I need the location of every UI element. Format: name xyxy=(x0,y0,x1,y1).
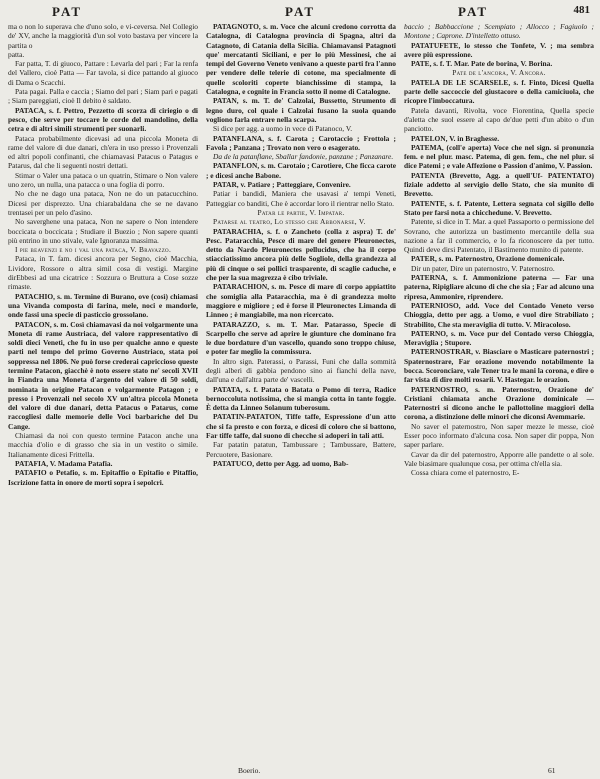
entry-text: Patar le partie, V. Impatar. xyxy=(257,207,345,217)
entry-headword: PATELA DE LE SCARSELE, s. f. Finto, Dicesi Quella parte delle saccoccie del giustacore o della camiciuola, che ricopre l'imboccatura. xyxy=(404,77,594,106)
entry-text: Chiamasi da noi con questo termine Patacon anche una macchia d'olio e di grasso che sia in un vestito o simile. Italianamente dicesi Frittella. xyxy=(8,431,198,459)
column-middle xyxy=(206,22,396,774)
entry-headword: PATERNOSTRO, s. m. Paternostro, Orazione de' Cristiani chiamata anche Orazione dominicale — Paternostri si dicono anche le pallottoline maggiori della corona, a distinzione delle minori che diconsi Avemmarie. xyxy=(404,384,594,422)
entry-text: In altro sign. Paterassi, o Parassi, Funi che dalla sommità degli alberi di gabbia pendono sino ai fianchi della nave, dall'una e dall'altra parte de' vascelli. xyxy=(206,356,396,385)
page-header xyxy=(0,4,600,20)
entry-headword: PATERNIOSO, add. Voce del Contado Veneto verso Chioggia, detto per agg. a Uomo, e vuol dire Strabiliato ; Strabilito, Che sta meraviglia di tutto. V. Miracoloso. xyxy=(404,300,594,329)
entry-headword: PATACA, s. f. Pettro, Pezzetto di scorza di ciriegio o di pesco, che serve per toccare le corde del mandolino, della cetra e di altri simili strumenti per suonarli. xyxy=(8,105,198,134)
entry-headword: PATAN, s. m. T. de' Calzolai, Bussetto, Strumento di legno duro, col quale i Calzolai fusano la suola quando vogliono farla entrare nella scarpa. xyxy=(206,96,396,124)
entry-headword: PATERNA, s. f. Ammonizione paterna — Far una paterna, Ripigliare alcuno di che che sia ; Far ad alcuno una ripresa, Ammonire, riprendere. xyxy=(404,273,594,301)
text-columns xyxy=(8,22,594,774)
entry-text: Far patta, T. di giuoco, Pattare : Levarla del pari ; Far la renfa del Vallero, cioè Patta — Far tavola, si dice pattando al giuoco di Dama o Scacchi. xyxy=(8,59,198,87)
entry-text: Pate de l'ancora, V. Ancora. xyxy=(452,68,546,78)
entry-headword: PATAR, v. Patiare ; Patteggiare, Convenire. xyxy=(213,180,351,190)
running-head-right: PAT xyxy=(458,4,489,19)
entry-text: No saverghene una pataca, Non ne sapere o Non intendere boccicata o boccicata ; Studiare il Buezio ; Non sapere quanti più entrino in uno stivale, vale Ignoranza massima. xyxy=(8,217,198,245)
entry-text: ma o non lo superava che d'uno solo, e vi-ceversa. Nel Collegio de' XV, anche la maggiorità d'un sol voto bastava per vincere la partita o xyxy=(8,22,198,50)
entry-text: Pataca, in T. fam. dicesi ancora per Segno, cioè Macchia, Lividore, Rossore o altra simil cosa di vestigi. Margine dirEbbesi ad una cicatrice : Sozzura o Bruttura a Cose sozze rimaste. xyxy=(8,254,198,292)
entry-headword: PATAFIA, V. Madama Patafia. xyxy=(15,458,113,468)
column-left xyxy=(8,22,198,774)
entry-text: patta. xyxy=(8,49,25,59)
entry-headword: PATEMA, (coll'e aperta) Voce che nel sign. si pronunzia fem. e nel plur. masc. Patema, di gen. fem., che nel plur. si dice Patemi ; e vale Affezione o Passion d'animo, V. Passion. xyxy=(404,142,594,171)
entry-headword: PATATIN-PATATON, Tiffe taffe, Espressione d'un atto che si fa presto e con forza, e dicesi di coloro che si battono, Far tiffe taffe, dal suono di checche si adoperi in tali atti. xyxy=(206,412,396,441)
entry-headword: PATATA, s. f. Patata o Batata o Pomo di terra, Radice bernoccoluta notissima, che si mangia cotta in tante foggie. È detta da Linneo Solanum tuberosum. xyxy=(206,384,396,413)
entry-headword: PATANFLON, s. m. Carotaio ; Carotiere, Che ficca carote ; e dicesi anche Babone. xyxy=(206,161,396,180)
entry-text: Cossa chiara come el paternostro, E- xyxy=(411,468,520,478)
entry-text: Patela davanti, Rivolta, voce Fiorentina, Quella specie d'aletta che suol essere al capo de'due petti d'un abito o d'un panciotto. xyxy=(404,105,594,134)
entry-text: Patarse al teatro, Lo stesso che Abbonarse, V. xyxy=(213,217,366,227)
entry-text: Far patatin patatun, Tambussare ; Tambussare, Battere, Percuotere, Basionare. xyxy=(206,440,396,459)
running-head-left: PAT xyxy=(52,4,83,19)
entry-text: Patente, si dice in T. Mar. a quel Passaporto o permissione del Sovrano, che autorizza un bastimento mercantile della sua nazione a far il commercio, e lo fa riconoscere da per tutto. Quindi deve dirsi Patentato, il Bastimento munito di patente. xyxy=(404,217,594,255)
entry-text: Stimar o Valer una pataca o un quatrin, Stimare o Non valere uno zero, un nulla, una patacca o una foglia di porro. xyxy=(8,170,198,190)
entry-text: Pataca probabilmente dicevasi ad una piccola Moneta di rame del valore di due danari, ch'era in uso presso i Provenzali ed altri popoli confinanti, che chiamavasi Patacus o Patagus e Patarus, dal che li seguenti nostri dettati. xyxy=(8,133,198,171)
entry-text: No che ne dago una pataca, Non ne do un patacucchino. Dicesi per disprezzo. Una chiarabaldana che se ne davano trentasei per un pelo d'asino. xyxy=(8,189,198,217)
page-number: 481 xyxy=(573,4,590,16)
printer-signature: Boerio. xyxy=(238,766,261,775)
entry-text: Cavar da dir del paternostro, Apporre alle pandette o al sole. Vale biasimare qualunque cosa, per ottima ch'ella sia. xyxy=(404,449,594,468)
entry-headword: PATENTE, s. f. Patente, Lettera segnata col sigillo dello Stato per farsi nota a chicchedune. V. Brevetto. xyxy=(404,198,594,217)
entry-headword: PATELON, V. in Braghesse. xyxy=(411,133,500,143)
signature-number: 61 xyxy=(548,766,556,775)
entry-headword: PATAGNOTO, s. m. Voce che alcuni credono corrotta da Catalogna, di Catalogna provincia di Spagna, altri da Catagnoto, di Catania della Sicilia. Chiamavansi Patagnoti que' mercatanti Siciliani, e per lo più Messinesi, che ai tempi del Governo Veneto venivano a queste parti fra l'anno per vendere delle telerie di cotone, ma specialmente di quelle scoloriti coperte bianchissime di stampa, la Catalogna, e cognite in Francia sotto il nome di Catalogne. xyxy=(206,22,396,97)
entry-text: Si dice per agg. a uomo in vece di Patanoco, V. xyxy=(213,124,353,134)
entry-headword: PATE, s. f. T. Mar. Pate de borina, V. Borina. xyxy=(411,59,553,69)
entry-headword: PATATUFETE, lo stesso che Tonfete, V. ; ma sembra avere più espressione. xyxy=(404,40,594,59)
entry-headword: PATER, s. m. Paternostro, Orazione domenicale. xyxy=(411,254,565,264)
entry-text: Pata pagai. Palla e caccia ; Siamo del pari ; Siam pari e pagati ; Siam pareggiati, cioè Il debito è saldato. xyxy=(8,87,198,106)
entry-text: No saver el paternostro, Non saper mezze le messe, cioè Esser poco informato d'alcuna cosa. Non saper dir poppa, Non saper parlare. xyxy=(404,421,594,450)
entry-text: Da de la patanflane, Sballar fandonie, panzane ; Panzanare. xyxy=(213,152,394,162)
entry-headword: PATARACHION, s. m. Pesce di mare di corpo appiattito che somiglia alla Pataracchia, ma è di grandezza molto maggiore e migliore ; ed è forse il Pleuronectes Limanda di Linneo ; è mangiabile, ma non ricercato. xyxy=(206,282,396,320)
running-head-center: PAT xyxy=(285,4,316,19)
entry-headword: PATACHIO, s. m. Termine di Burano, ove (così) chiamasi una Vivanda composta di farina, mele, noci e mandorle, onde fassi una specie di pasticcio grossolano. xyxy=(8,291,198,320)
entry-text: baccio ; Babbaccione ; Scempiato ; Allocco ; Fagiuolo ; Montone ; Caprone. D'intelletto ottuso. xyxy=(404,22,594,41)
entry-text: Dir un pater, Dire un paternostro, V. Paternostro. xyxy=(411,263,555,273)
entry-headword: PATERNO, s. m. Voce pur del Contado verso Chioggia, Meraviglia ; Stupore. xyxy=(404,328,594,348)
entry-text: Patiar i bandidi, Maniera che usavasi a' tempi Veneti, Patteggiar co banditi, Che è accordar loro il rientrar nello Stato. xyxy=(206,189,396,208)
entry-headword: PATANFLANA, s. f. Carota ; Carotaccio ; Frottola ; Favola ; Panzana ; Trovato non vero o esagerato. xyxy=(206,133,396,152)
entry-headword: PATARACHIA, s. f. o Zancheto (colla z aspra) T. de' Pesc. Pataracchia, Pesce di mare del genere Pleuronectes, detto da Nardo Pleuronectes pellucidus, che ha il corpo stiacciatissimo ancora più delle Sogliole, della grandezza al più di cinque o sei pollici trasparente, di scaglie caduche, e che per la sua magrezza è cibo triviale. xyxy=(206,226,396,283)
column-right xyxy=(404,22,594,774)
entry-headword: PATARAZZO, s. m. T. Mar. Patarasso, Specie di Scarpello che serve ad aprire le giunture che dominano fra le due bordature d'un vascello, quando sono troppo chiuse, e poter far meglio la commissura. xyxy=(206,319,396,357)
entry-text: I pie beavenzi e no i val una pataca, V. Bravazzo. xyxy=(15,245,172,255)
entry-headword: PATACON, s. m. Così chiamavasi da noi volgarmente una Moneta di rame Austriaca, del valore rappresentativo di soldi dieci Veneti, che fu in uso per qualche anno e queste parti nel tempo del primo Governo Austriaco, stata poi soppressa nel 1806. Ne può forse crederai capriccioso queste termine Patacon, giacchè è noto essere stato ne' secoli XVII in Fiandra una Moneta d'argento del valore di 50 soldi, nominata in origine Patacon e volgarmente Patagon ; e presso i Provenzali nel secolo XV un'altra piccola Moneta del valore di due danari, detta Patacus o Patarus, come raccogliesi dalle memorie delle Voci barbariche del Du Cange. xyxy=(8,319,198,431)
entry-headword: PATATUCO, detto per Agg. ad uomo, Bab- xyxy=(213,458,349,468)
entry-headword: PATERNOSTRAR, v. Biasciare o Masticare paternostri ; Spaternostrare, Far orazione movendo notabilmente la bocca. Scoronciare, vale Tener tra le mani la corona, e dire o far vista di dire molti rosarii. V. Hastegar. le orazion. xyxy=(404,347,594,385)
entry-headword: PATENTA (Brevetto, Agg. a quell'Uf- PATENTATO) fiziale addetto al servigio dello Stato, che sia munito di Brevetto. xyxy=(404,170,594,199)
entry-headword: PATAFIO o Petafio, s. m. Epitaffio o Epitafio e Pitaffio, Iscrizione fatta in onore de morti sopra i sepolcri. xyxy=(8,468,198,487)
